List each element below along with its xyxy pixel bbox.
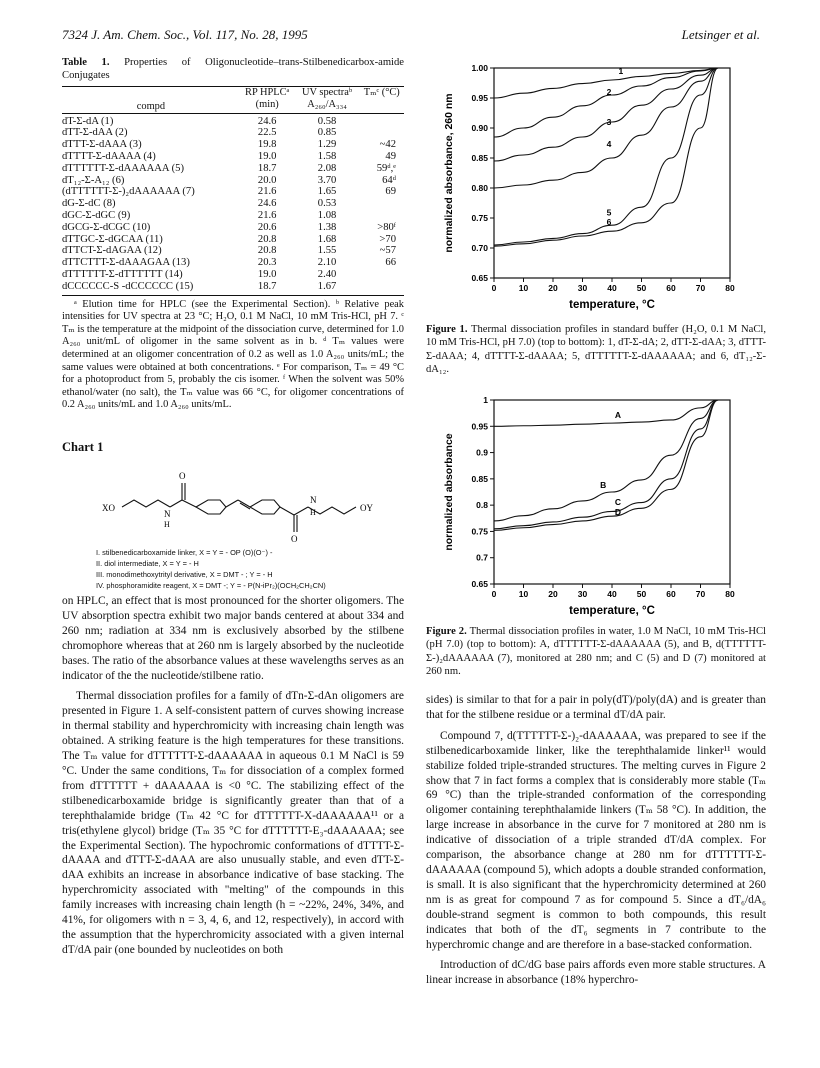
cell-uv: 1.29 xyxy=(317,139,337,151)
y-tick-label: 0.65 xyxy=(471,579,488,589)
struct-label-h-left: H xyxy=(164,520,170,529)
cell-tm xyxy=(360,127,404,139)
series-line-A xyxy=(494,400,718,426)
cell-tm: >70 xyxy=(379,233,396,245)
series-label-D: D xyxy=(614,507,621,518)
table-row xyxy=(62,186,404,198)
table-1-caption-label: Table 1. xyxy=(62,57,110,68)
cell-hplc: 20.0 xyxy=(257,174,277,186)
table-bottom-rule xyxy=(62,295,404,296)
cell-tm: 59ᵈ,ᵉ xyxy=(376,162,396,174)
cell-compd: dCCCCCC-S -dCCCCCC (15) xyxy=(62,280,194,292)
table-row xyxy=(62,163,404,175)
struct-label-o-top: O xyxy=(179,471,186,481)
cell-hplc: 24.6 xyxy=(257,115,277,127)
cell-tm: 49 xyxy=(385,151,396,162)
table-row xyxy=(62,222,404,234)
cell-tm: ~42 xyxy=(379,139,396,151)
x-tick-label: 70 xyxy=(695,283,706,293)
cell-hplc: 21.6 xyxy=(257,186,277,198)
cell-tm xyxy=(360,281,404,293)
y-tick-label: 0.7 xyxy=(476,552,488,563)
cell-uv: 2.10 xyxy=(317,257,337,269)
paragraph: sides) is similar to that for a pair in poly(dT)/poly(dA) and is greater than that for the stilbene residue or a terminal dT/dA pair. xyxy=(426,694,766,721)
table-row xyxy=(62,245,404,257)
cell-uv: 0.85 xyxy=(317,127,337,139)
cell-compd: dTTTTTT-Σ-dTTTTTT (14) xyxy=(62,268,183,280)
cell-tm: >80ᶠ xyxy=(377,221,396,233)
cell-tm xyxy=(360,210,404,222)
table-header-row xyxy=(62,87,404,113)
series-line-C xyxy=(494,400,718,529)
paragraph: Thermal dissociation profiles for a family of dTn-Σ-dAn oligomers are presented in Figure 1. A self-consistent pattern of curves showing increase in thermal stability and hyperchromicity with increasing chain length was obtained. A striking feature is the high temperatures for these transitions. The Tₘ value for dTTTTTT-Σ-dAAAAAA in aqueous 0.1 M NaCl is 59 °C. Under the same conditions, Tₘ for dissociation of a complex formed from dTTTTTT + dAAAAAA is <0 °C. The stabilizing effect of the stilbenedicarboxamide bridge is significantly greater than that of a terephthalamide bridge (Tₘ 42 °C for dTTTTTT-X-dAAAAAA¹¹ or a tris(ethylene glycol) bridge (Tₘ 35 °C for dTTTTTT-E₃-dAAAAAA; see the Experimental Section). The hypochromic conformations of dTTTT-Σ-dAAAA and dTTT-Σ-dAAA are also unusually stable, and even dTT-Σ-dAA exhibits an increase in absorbance indicative of base stacking. The hyperchromicity associated with "melting" of the compounds in this family increases with increasing chain length (h = ~22%, 24%, 34%, and 41%, for oligomers with n = 3, 4, 6, and 12, respectively), in accord with the assumption that the hyperchromicity associated with a given internal dT/dA pair (one bounded by nucleotides on both xyxy=(62,690,404,956)
x-tick-label: 80 xyxy=(725,283,735,293)
x-tick-label: 70 xyxy=(695,589,706,599)
table-row xyxy=(62,198,404,210)
cell-uv: 2.08 xyxy=(317,162,337,174)
y-axis-label: normalized absorbance xyxy=(443,433,455,551)
table-1-caption xyxy=(62,56,404,83)
cell-uv: 3.70 xyxy=(317,174,337,186)
cell-uv: 1.65 xyxy=(317,186,337,198)
y-tick-label: 0.90 xyxy=(471,123,488,133)
struct-label-n-right: N xyxy=(310,495,317,505)
x-tick-label: 20 xyxy=(548,589,558,599)
running-header-page-info: 7324 J. Am. Chem. Soc., Vol. 117, No. 28, 1995 xyxy=(62,27,308,42)
y-tick-label: 0.85 xyxy=(471,153,488,163)
cell-compd: dGCG-Σ-dCGC (10) xyxy=(62,221,151,233)
y-tick-label: 0.70 xyxy=(471,243,488,253)
figure-1-chart xyxy=(426,58,766,320)
cell-compd: dT-Σ-dA (1) xyxy=(62,115,114,127)
x-tick-label: 40 xyxy=(607,283,617,293)
cell-compd: dTTTTTT-Σ-dAAAAAA (5) xyxy=(62,162,184,174)
struct-label-n-left: N xyxy=(164,509,171,519)
struct-label-o-bottom: O xyxy=(291,534,298,544)
cell-compd: dT₁₂-Σ-A₁₂ (6) xyxy=(62,174,125,186)
col-header-hplc: RP HPLCᵃ (min) xyxy=(245,86,290,110)
left-column-text xyxy=(62,594,404,958)
cell-compd: dG-Σ-dC (8) xyxy=(62,198,116,210)
table-row xyxy=(62,116,404,128)
cell-uv: 1.67 xyxy=(317,280,337,292)
cell-uv: 1.68 xyxy=(317,233,337,245)
col-header-tm: Tₘᶜ (°C) xyxy=(363,86,400,98)
figure-2-caption-text: Thermal dissociation profiles in water, 1.0 M NaCl, 10 mM Tris-HCl (pH 7.0) (top to bottom): A, dTTTTTT-Σ-dAAAAAA (5), and B, d(TTTTTT-Σ-)₂dAAAAAA (7), monitored at 280 nm; and C (5) and D (7) monitored at 260 nm. xyxy=(426,626,766,678)
y-tick-label: 0.85 xyxy=(471,473,488,484)
cell-compd: dTTCTTT-Σ-dAAAGAA (13) xyxy=(62,257,190,269)
series-label-6: 6 xyxy=(606,217,612,228)
paragraph: Compound 7, d(TTTTTT-Σ-)₂-dAAAAAA, was prepared to see if the stilbenedicarboxamide linker, like the terephthalamide linker¹¹ would stabilize folded triple-stranded structures. The melting curves in Figure 2 show that 7 in fact forms a complex that is considerably more stable (Tₘ 69 °C) than the triple-stranded conformation of the corresponding oligomer containing terephthalamide linkers (Tₘ 58 °C). In addition, the large increase in absorbance in the curve for 7 monitored at 280 nm is indicative of dissociation of a triple stranded dT/dA complex. For comparison, the absorbance change at 280 nm for dTTTTTT-Σ-dAAAAAA (compound 5), which adopts a double stranded conformation, is small. It is also significant that the hyperchromicity determined at 260 nm is as great for compound 7 as for compound 5. Since a dT₆/dA₆ double-strand segment is common to both compounds, this result indicates that both of the dT₆ segments in 7 contribute to the hyperchromic change and are therefore in a base-stacked conformation. xyxy=(426,729,766,951)
x-tick-label: 30 xyxy=(577,589,588,599)
x-tick-label: 20 xyxy=(548,283,558,293)
y-tick-label: 0.95 xyxy=(471,421,488,432)
table-footnotes: ᵃ Elution time for HPLC (see the Experimental Section). ᵇ Relative peak intensities for UV spectra at 23 °C; H₂O, 0.1 M NaCl, 10 mM Tris-HCl, pH 7. ᶜ Tₘ is the temperature at the midpoint of the dissociation curve, determined for 1.0 A₂₆₀ unit/mL of oligomer in the same solvent as in b. ᵈ Tₘ values were determined at an oligomer concentration of 0.2 as well as 1.0 A₂₆₀ units/mL; the same values were obtained at both concentrations. ᵉ For comparison, Tₘ = 49 °C for a photoproduct from 5, probably the cis isomer. ᶠ When the solvent was 50% ethanol/water (no salt), the Tₘ value was 66 °C, for oligomer concentrations of 0.2 A₂₆₀ units/mL and 1.0 A₂₆₀ units/mL. xyxy=(62,298,404,411)
cell-tm xyxy=(360,269,404,281)
paragraph: on HPLC, an effect that is most pronounced for the shorter oligomers. The UV absorption spectra exhibit two major bands centered at about 334 and 260 nm; radiation at 334 nm is exclusively absorbed by the stilbene chromophore whereas that at 260 nm is largely absorbed by the nucleotide bases. The ratio of the absorbance values at these wavelengths serves as an indicator of the the nucleotide/stilbene ratio. xyxy=(62,595,404,682)
series-label-1: 1 xyxy=(618,66,624,76)
x-tick-label: 10 xyxy=(518,283,529,293)
series-label-5: 5 xyxy=(606,207,612,218)
cell-hplc: 19.8 xyxy=(257,139,277,151)
series-label-2: 2 xyxy=(606,87,612,97)
x-tick-label: 0 xyxy=(491,589,497,599)
cell-compd: dTTGC-Σ-dGCAA (11) xyxy=(62,233,163,245)
cell-tm xyxy=(360,116,404,128)
cell-compd: dTTT-Σ-dAAA (3) xyxy=(62,139,142,151)
struct-label-oy: OY xyxy=(360,503,373,513)
y-tick-label: 0.8 xyxy=(476,500,488,511)
chart-1-legend-item: III. monodimethoxytrityl derivative, X = DMT - ; Y = - H xyxy=(96,570,273,579)
y-tick-label: 1 xyxy=(483,395,488,405)
table-row xyxy=(62,139,404,151)
chart-1-legend-item: IV. phosphoramidite reagent, X = DMT -; Y = - P(N-iPr₂)(OCH₂CH₂CN) xyxy=(96,581,326,590)
cell-tm: ~57 xyxy=(379,245,396,257)
x-axis-label: temperature, °C xyxy=(569,299,655,311)
figure-1-caption-label: Figure 1. xyxy=(426,324,468,335)
cell-hplc: 20.8 xyxy=(257,233,277,245)
cell-hplc: 22.5 xyxy=(257,127,277,139)
table-row xyxy=(62,257,404,269)
cell-hplc: 18.7 xyxy=(257,162,277,174)
series-label-A: A xyxy=(614,409,621,420)
cell-hplc: 20.6 xyxy=(257,221,277,233)
x-tick-label: 80 xyxy=(725,589,735,599)
cell-compd: dTTTT-Σ-dAAAA (4) xyxy=(62,151,156,162)
x-tick-label: 40 xyxy=(607,589,617,599)
y-tick-label: 1.00 xyxy=(471,63,488,73)
table-row xyxy=(62,281,404,293)
series-label-B: B xyxy=(600,479,607,490)
struct-label-xo: XO xyxy=(102,503,115,513)
figure-1-caption xyxy=(426,323,766,377)
x-tick-label: 50 xyxy=(636,283,647,293)
series-label-C: C xyxy=(614,497,621,508)
cell-uv: 0.53 xyxy=(317,198,337,210)
chart-1-legend xyxy=(96,547,404,591)
y-tick-label: 0.75 xyxy=(471,213,488,223)
table-row xyxy=(62,151,404,163)
cell-tm: 69 xyxy=(385,186,396,198)
table-1-caption-text: Properties of Oligonucleotide–trans-Stilbenedicarbox-amide Conjugates xyxy=(62,57,404,82)
cell-hplc: 18.7 xyxy=(257,280,277,292)
y-tick-label: 0.75 xyxy=(471,526,488,537)
cell-uv: 0.58 xyxy=(317,115,337,127)
cell-hplc: 19.0 xyxy=(257,268,277,280)
struct-label-h-right: H xyxy=(310,508,316,517)
x-tick-label: 60 xyxy=(666,589,676,599)
chart-1 xyxy=(62,440,404,591)
chart-1-legend-item: I. stilbenedicarboxamide linker, X = Y = - OP (O)(O⁻) - xyxy=(96,548,273,557)
x-tick-label: 50 xyxy=(636,589,647,599)
cell-compd: dGC-Σ-dGC (9) xyxy=(62,209,131,221)
cell-hplc: 21.6 xyxy=(257,209,277,221)
cell-compd: (dTTTTTT-Σ-)₂dAAAAAA (7) xyxy=(62,186,195,198)
y-tick-label: 0.80 xyxy=(471,183,488,193)
cell-tm: 66 xyxy=(385,257,396,269)
figure-2-caption xyxy=(426,625,766,679)
cell-uv: 1.08 xyxy=(317,209,337,221)
table-rows xyxy=(62,116,404,293)
col-header-compd: compd xyxy=(136,100,166,112)
table-1-body xyxy=(62,87,404,293)
series-label-3: 3 xyxy=(606,117,612,127)
cell-uv: 1.38 xyxy=(317,221,337,233)
chart-1-title: Chart 1 xyxy=(62,440,104,454)
cell-tm: 64ᵈ xyxy=(382,174,396,186)
col-header-uv: UV spectraᵇ A₂₆₀/A₃₃₄ xyxy=(302,86,353,110)
figure-2-chart xyxy=(426,392,766,622)
chart-1-legend-item: II. diol intermediate, X = Y = - H xyxy=(96,559,199,568)
cell-compd: dTT-Σ-dAA (2) xyxy=(62,127,128,139)
series-line-B xyxy=(494,400,718,521)
series-label-4: 4 xyxy=(606,139,612,150)
x-axis-label: temperature, °C xyxy=(569,605,655,617)
x-tick-label: 30 xyxy=(577,283,588,293)
x-tick-label: 10 xyxy=(518,589,529,599)
figure-1-caption-text: Thermal dissociation profiles in standard buffer (H₂O, 0.1 M NaCl, 10 mM Tris-HCl, pH 7.0) (top to bottom): 1, dT-Σ-dA; 2, dTT-Σ-dAA; 3, dTTT-Σ-dAAA; 4, dTTTT-Σ-dAAAA; 5, dTTTTTT-Σ-dAAAAAA; and 6, dT₁₂-Σ-dA₁₂. xyxy=(426,324,766,376)
table-row xyxy=(62,210,404,222)
cell-uv: 1.58 xyxy=(317,151,337,162)
y-axis-label: normalized absorbance, 260 nm xyxy=(443,93,455,253)
cell-tm xyxy=(360,198,404,210)
chemical-structure xyxy=(62,455,404,547)
y-tick-label: 0.9 xyxy=(476,447,488,458)
table-row xyxy=(62,269,404,281)
x-tick-label: 60 xyxy=(666,283,676,293)
cell-hplc: 20.8 xyxy=(257,245,277,257)
table-row xyxy=(62,175,404,187)
y-tick-label: 0.65 xyxy=(471,273,488,283)
y-tick-label: 0.95 xyxy=(471,93,488,103)
series-line-D xyxy=(494,400,718,530)
table-1 xyxy=(62,56,404,412)
paragraph: Introduction of dC/dG base pairs affords even more stable structures. A linear increase in absorbance (18% hyperchro- xyxy=(426,959,766,987)
figure-2-caption-label: Figure 2. xyxy=(426,626,467,637)
cell-hplc: 24.6 xyxy=(257,198,277,210)
table-row xyxy=(62,127,404,139)
x-tick-label: 0 xyxy=(491,283,497,293)
cell-uv: 1.55 xyxy=(317,245,337,257)
running-header-author: Letsinger et al. xyxy=(681,27,760,42)
right-column-text xyxy=(426,693,766,988)
cell-uv: 2.40 xyxy=(317,268,337,280)
cell-hplc: 19.0 xyxy=(257,151,277,162)
cell-compd: dTTCT-Σ-dAGAA (12) xyxy=(62,245,162,257)
cell-hplc: 20.3 xyxy=(257,257,277,269)
table-row xyxy=(62,234,404,246)
